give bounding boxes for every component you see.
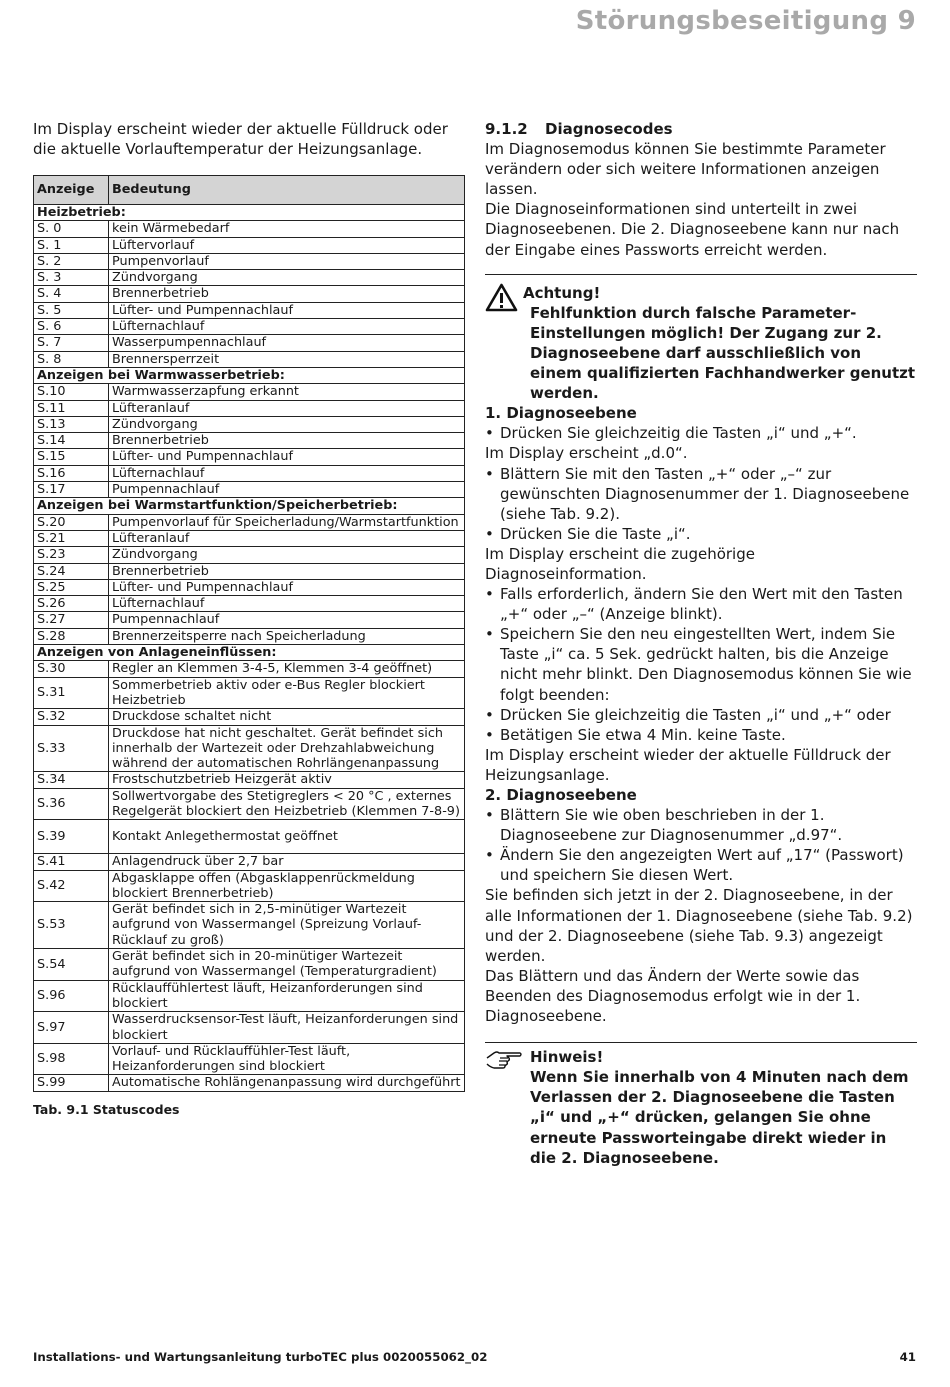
status-meaning: kein Wärmebedarf <box>109 221 465 237</box>
status-code: S.33 <box>34 725 109 772</box>
status-meaning: Anlagendruck über 2,7 bar <box>109 854 465 870</box>
table-body <box>34 205 465 1092</box>
status-code: S.16 <box>34 465 109 481</box>
status-code: S.11 <box>34 400 109 416</box>
status-meaning: Lüfternachlauf <box>109 319 465 335</box>
table-row <box>34 1012 465 1044</box>
table-row <box>34 237 465 253</box>
status-code: S.99 <box>34 1075 109 1091</box>
status-code: S.97 <box>34 1012 109 1044</box>
level1-step: • Falls erforderlich, ändern Sie den Wert mit den Tasten „+“ oder „–“ (Anzeige blinkt). <box>485 584 917 624</box>
status-code: S.25 <box>34 579 109 595</box>
status-codes-table <box>33 175 465 1092</box>
status-code: S.41 <box>34 854 109 870</box>
status-code: S.42 <box>34 870 109 902</box>
status-meaning: Wasserpumpennachlauf <box>109 335 465 351</box>
table-row <box>34 563 465 579</box>
table-row <box>34 1043 465 1075</box>
status-code: S.54 <box>34 949 109 981</box>
level1-step: • Blättern Sie mit den Tasten „+“ oder „–“ zur gewünschten Diagnosenummer der 1. Diagnoseebene (siehe Tab. 9.2). <box>485 464 917 524</box>
table-row <box>34 482 465 498</box>
level1-step: • Drücken Sie gleichzeitig die Tasten „i“ und „+“ oder <box>485 705 917 725</box>
status-meaning: Sollwertvorgabe des Stetigreglers < 20 °C , externes Regelgerät blockiert den Heizbetrieb (Klemmen 7-8-9) <box>109 788 465 820</box>
level1-text: Im Display erscheint „d.0“. <box>485 444 688 463</box>
status-meaning: Lüfternachlauf <box>109 465 465 481</box>
table-row <box>34 302 465 318</box>
status-code: S.53 <box>34 902 109 949</box>
status-code: S.32 <box>34 709 109 725</box>
level2-step: • Blättern Sie wie oben beschrieben in der 1. Diagnoseebene zur Diagnosenummer „d.97“. <box>485 805 917 845</box>
footer-text: Installations- und Wartungsanleitung turboTEC plus 0020055062_02 <box>33 1350 488 1364</box>
table-row <box>34 433 465 449</box>
status-meaning: Zündvorgang <box>109 547 465 563</box>
status-meaning: Sommerbetrieb aktiv oder e-Bus Regler blockiert Heizbetrieb <box>109 677 465 709</box>
status-code: S. 0 <box>34 221 109 237</box>
table-row <box>34 725 465 772</box>
status-meaning: Druckdose schaltet nicht <box>109 709 465 725</box>
page-number: 41 <box>899 1350 916 1364</box>
table-row <box>34 596 465 612</box>
status-code: S. 6 <box>34 319 109 335</box>
table-row <box>34 416 465 432</box>
table-row <box>34 335 465 351</box>
level2-title: 2. Diagnoseebene <box>485 786 637 804</box>
status-meaning: Lüfternachlauf <box>109 596 465 612</box>
table-row <box>34 949 465 981</box>
status-code: S.28 <box>34 628 109 644</box>
note-box <box>485 1042 917 1168</box>
status-meaning: Gerät befindet sich in 2,5-minütiger Wartezeit aufgrund von Wassermangel (Spreizung Vorlauf-Rücklauf zu groß) <box>109 902 465 949</box>
status-meaning: Abgasklappe offen (Abgasklappenrückmeldung blockiert Brennerbetrieb) <box>109 870 465 902</box>
table-row <box>34 253 465 269</box>
status-meaning: Pumpennachlauf <box>109 612 465 628</box>
status-meaning: Warmwasserzapfung erkannt <box>109 384 465 400</box>
level2-text: Das Blättern und das Ändern der Werte sowie das Beenden des Diagnosemodus erfolgt wie in der 1. Diagnoseebene. <box>485 966 861 1026</box>
intro-paragraph: Im Display erscheint wieder der aktuelle Fülldruck oder die aktuelle Vorlauftemperatur der Heizungsanlage. <box>33 120 448 158</box>
level2-text: Sie befinden sich jetzt in der 2. Diagnoseebene, in der alle Informationen der 1. Diagnoseebene (siehe Tab. 9.2) und der 2. Diagnoseebene (siehe Tab. 9.3) angezeigt werden. <box>485 886 913 965</box>
section-label: Anzeigen bei Warmstartfunktion/Speicherbetrieb: <box>34 498 465 514</box>
status-code: S.27 <box>34 612 109 628</box>
table-row <box>34 1075 465 1091</box>
table-row <box>34 709 465 725</box>
table-row <box>34 980 465 1012</box>
level1-title: 1. Diagnoseebene <box>485 404 637 423</box>
warning-box <box>485 274 917 404</box>
table-section-row <box>34 498 465 514</box>
section-number: 9.1.2 <box>485 120 528 138</box>
status-meaning: Lüfteranlauf <box>109 530 465 546</box>
section-heading <box>485 119 917 139</box>
table-header-row <box>34 176 465 205</box>
status-code: S.24 <box>34 563 109 579</box>
status-code: S.21 <box>34 530 109 546</box>
note-text: Wenn Sie innerhalb von 4 Minuten nach dem Verlassen der 2. Diagnoseebene die Tasten „i“ und „+“ drücken, gelangen Sie ohne erneute Passworteingabe direkt wieder in die 2. Diagnoseebene. <box>530 1068 909 1167</box>
status-code: S.36 <box>34 788 109 820</box>
paragraph-intro-1: Im Diagnosemodus können Sie bestimmte Parameter verändern oder sich weitere Informationen anzeigen lassen. <box>485 140 886 199</box>
status-meaning: Lüfteranlauf <box>109 400 465 416</box>
table-row <box>34 628 465 644</box>
table-row <box>34 547 465 563</box>
level1-text: Im Display erscheint die zugehörige Diagnoseinformation. <box>485 544 755 583</box>
column-header-anzeige: Anzeige <box>34 176 109 205</box>
status-code: S.15 <box>34 449 109 465</box>
note-title: Hinweis! <box>530 1048 604 1067</box>
warning-triangle-icon <box>485 283 518 317</box>
status-meaning: Frostschutzbetrieb Heizgerät aktiv <box>109 772 465 788</box>
table-row <box>34 465 465 481</box>
table-row <box>34 902 465 949</box>
warning-text: Fehlfunktion durch falsche Parameter-Einstellungen möglich! Der Zugang zur 2. Diagnoseebene darf ausschließlich von einem qualifizierten Fachhandwerker genutzt werden. <box>530 303 916 403</box>
status-meaning: Wasserdrucksensor-Test läuft, Heizanforderungen sind blockiert <box>109 1012 465 1044</box>
warning-title: Achtung! <box>523 283 601 302</box>
status-code: S. 1 <box>34 237 109 253</box>
status-meaning: Rücklauffühlertest läuft, Heizanforderungen sind blockiert <box>109 980 465 1012</box>
table-row <box>34 772 465 788</box>
status-meaning: Brennersperrzeit <box>109 351 465 367</box>
status-meaning: Zündvorgang <box>109 416 465 432</box>
status-meaning: Brennerzeitsperre nach Speicherladung <box>109 628 465 644</box>
status-code: S. 7 <box>34 335 109 351</box>
table-row <box>34 400 465 416</box>
status-meaning: Brennerbetrieb <box>109 433 465 449</box>
table-row <box>34 449 465 465</box>
status-code: S.98 <box>34 1043 109 1075</box>
status-code: S. 8 <box>34 351 109 367</box>
table-row <box>34 286 465 302</box>
status-meaning: Automatische Rohlängenanpassung wird durchgeführt <box>109 1075 465 1091</box>
status-code: S. 2 <box>34 253 109 269</box>
section-label: Heizbetrieb: <box>34 205 465 221</box>
table-row <box>34 270 465 286</box>
status-code: S.96 <box>34 980 109 1012</box>
status-meaning: Lüfter- und Pumpennachlauf <box>109 302 465 318</box>
status-meaning: Regler an Klemmen 3-4-5, Klemmen 3-4 geöffnet) <box>109 661 465 677</box>
status-code: S. 5 <box>34 302 109 318</box>
section-label: Anzeigen von Anlageneinflüssen: <box>34 645 465 661</box>
status-meaning: Kontakt Anlegethermostat geöffnet <box>109 820 465 854</box>
status-code: S.17 <box>34 482 109 498</box>
table-row <box>34 820 465 854</box>
table-row <box>34 788 465 820</box>
level1-text: Im Display erscheint wieder der aktuelle Fülldruck der Heizungsanlage. <box>485 745 891 784</box>
table-section-row <box>34 645 465 661</box>
level1-step: • Drücken Sie die Taste „i“. <box>485 524 917 544</box>
table-row <box>34 854 465 870</box>
table-section-row <box>34 367 465 383</box>
status-code: S.14 <box>34 433 109 449</box>
page-header: Störungsbeseitigung 9 <box>575 6 916 36</box>
left-column <box>33 119 465 1117</box>
status-code: S.20 <box>34 514 109 530</box>
status-meaning: Lüfter- und Pumpennachlauf <box>109 449 465 465</box>
status-code: S. 3 <box>34 270 109 286</box>
status-meaning: Brennerbetrieb <box>109 286 465 302</box>
right-column <box>485 119 917 1168</box>
status-code: S.30 <box>34 661 109 677</box>
status-meaning: Pumpennachlauf <box>109 482 465 498</box>
table-caption: Tab. 9.1 Statuscodes <box>33 1101 180 1117</box>
table-row <box>34 870 465 902</box>
table-row <box>34 384 465 400</box>
section-title: Diagnosecodes <box>545 120 673 138</box>
status-meaning: Lüfter- und Pumpennachlauf <box>109 579 465 595</box>
status-meaning: Pumpenvorlauf für Speicherladung/Warmstartfunktion <box>109 514 465 530</box>
table-row <box>34 221 465 237</box>
level2-step: • Ändern Sie den angezeigten Wert auf „17“ (Passwort) und speichern Sie diesen Wert. <box>485 845 917 885</box>
level1-step: • Betätigen Sie etwa 4 Min. keine Taste. <box>485 725 917 745</box>
table-row <box>34 677 465 709</box>
level1-step: • Speichern Sie den neu eingestellten Wert, indem Sie Taste „i“ ca. 5 Sek. gedrückt halten, bis die Anzeige nicht mehr blinkt. Den Diagnosemodus können Sie wie folgt beenden: <box>485 624 917 704</box>
status-meaning: Zündvorgang <box>109 270 465 286</box>
status-code: S.39 <box>34 820 109 854</box>
status-code: S.26 <box>34 596 109 612</box>
section-label: Anzeigen bei Warmwasserbetrieb: <box>34 367 465 383</box>
column-header-bedeutung: Bedeutung <box>109 176 465 205</box>
status-code: S. 4 <box>34 286 109 302</box>
table-row <box>34 661 465 677</box>
level1-step: • Drücken Sie gleichzeitig die Tasten „i“ und „+“. <box>485 423 917 443</box>
status-meaning: Vorlauf- und Rücklauffühler-Test läuft, Heizanforderungen sind blockiert <box>109 1043 465 1075</box>
status-code: S.31 <box>34 677 109 709</box>
status-code: S.34 <box>34 772 109 788</box>
table-row <box>34 319 465 335</box>
status-code: S.13 <box>34 416 109 432</box>
table-row <box>34 530 465 546</box>
table-row <box>34 514 465 530</box>
status-code: S.10 <box>34 384 109 400</box>
status-meaning: Lüftervorlauf <box>109 237 465 253</box>
status-code: S.23 <box>34 547 109 563</box>
paragraph-intro-2: Die Diagnoseinformationen sind unterteilt in zwei Diagnoseebenen. Die 2. Diagnoseebene kann nur nach der Eingabe eines Passworts erreicht werden. <box>485 200 900 259</box>
status-meaning: Druckdose hat nicht geschaltet. Gerät befindet sich innerhalb der Wartezeit oder Drehzahlabweichung während der automatischen Rohrlängenanpassung <box>109 725 465 772</box>
pointing-hand-icon <box>485 1049 523 1076</box>
table-section-row <box>34 205 465 221</box>
table-row <box>34 612 465 628</box>
table-row <box>34 579 465 595</box>
status-meaning: Brennerbetrieb <box>109 563 465 579</box>
table-row <box>34 351 465 367</box>
status-meaning: Gerät befindet sich in 20-minütiger Wartezeit aufgrund von Wassermangel (Temperaturgradient) <box>109 949 465 981</box>
status-meaning: Pumpenvorlauf <box>109 253 465 269</box>
